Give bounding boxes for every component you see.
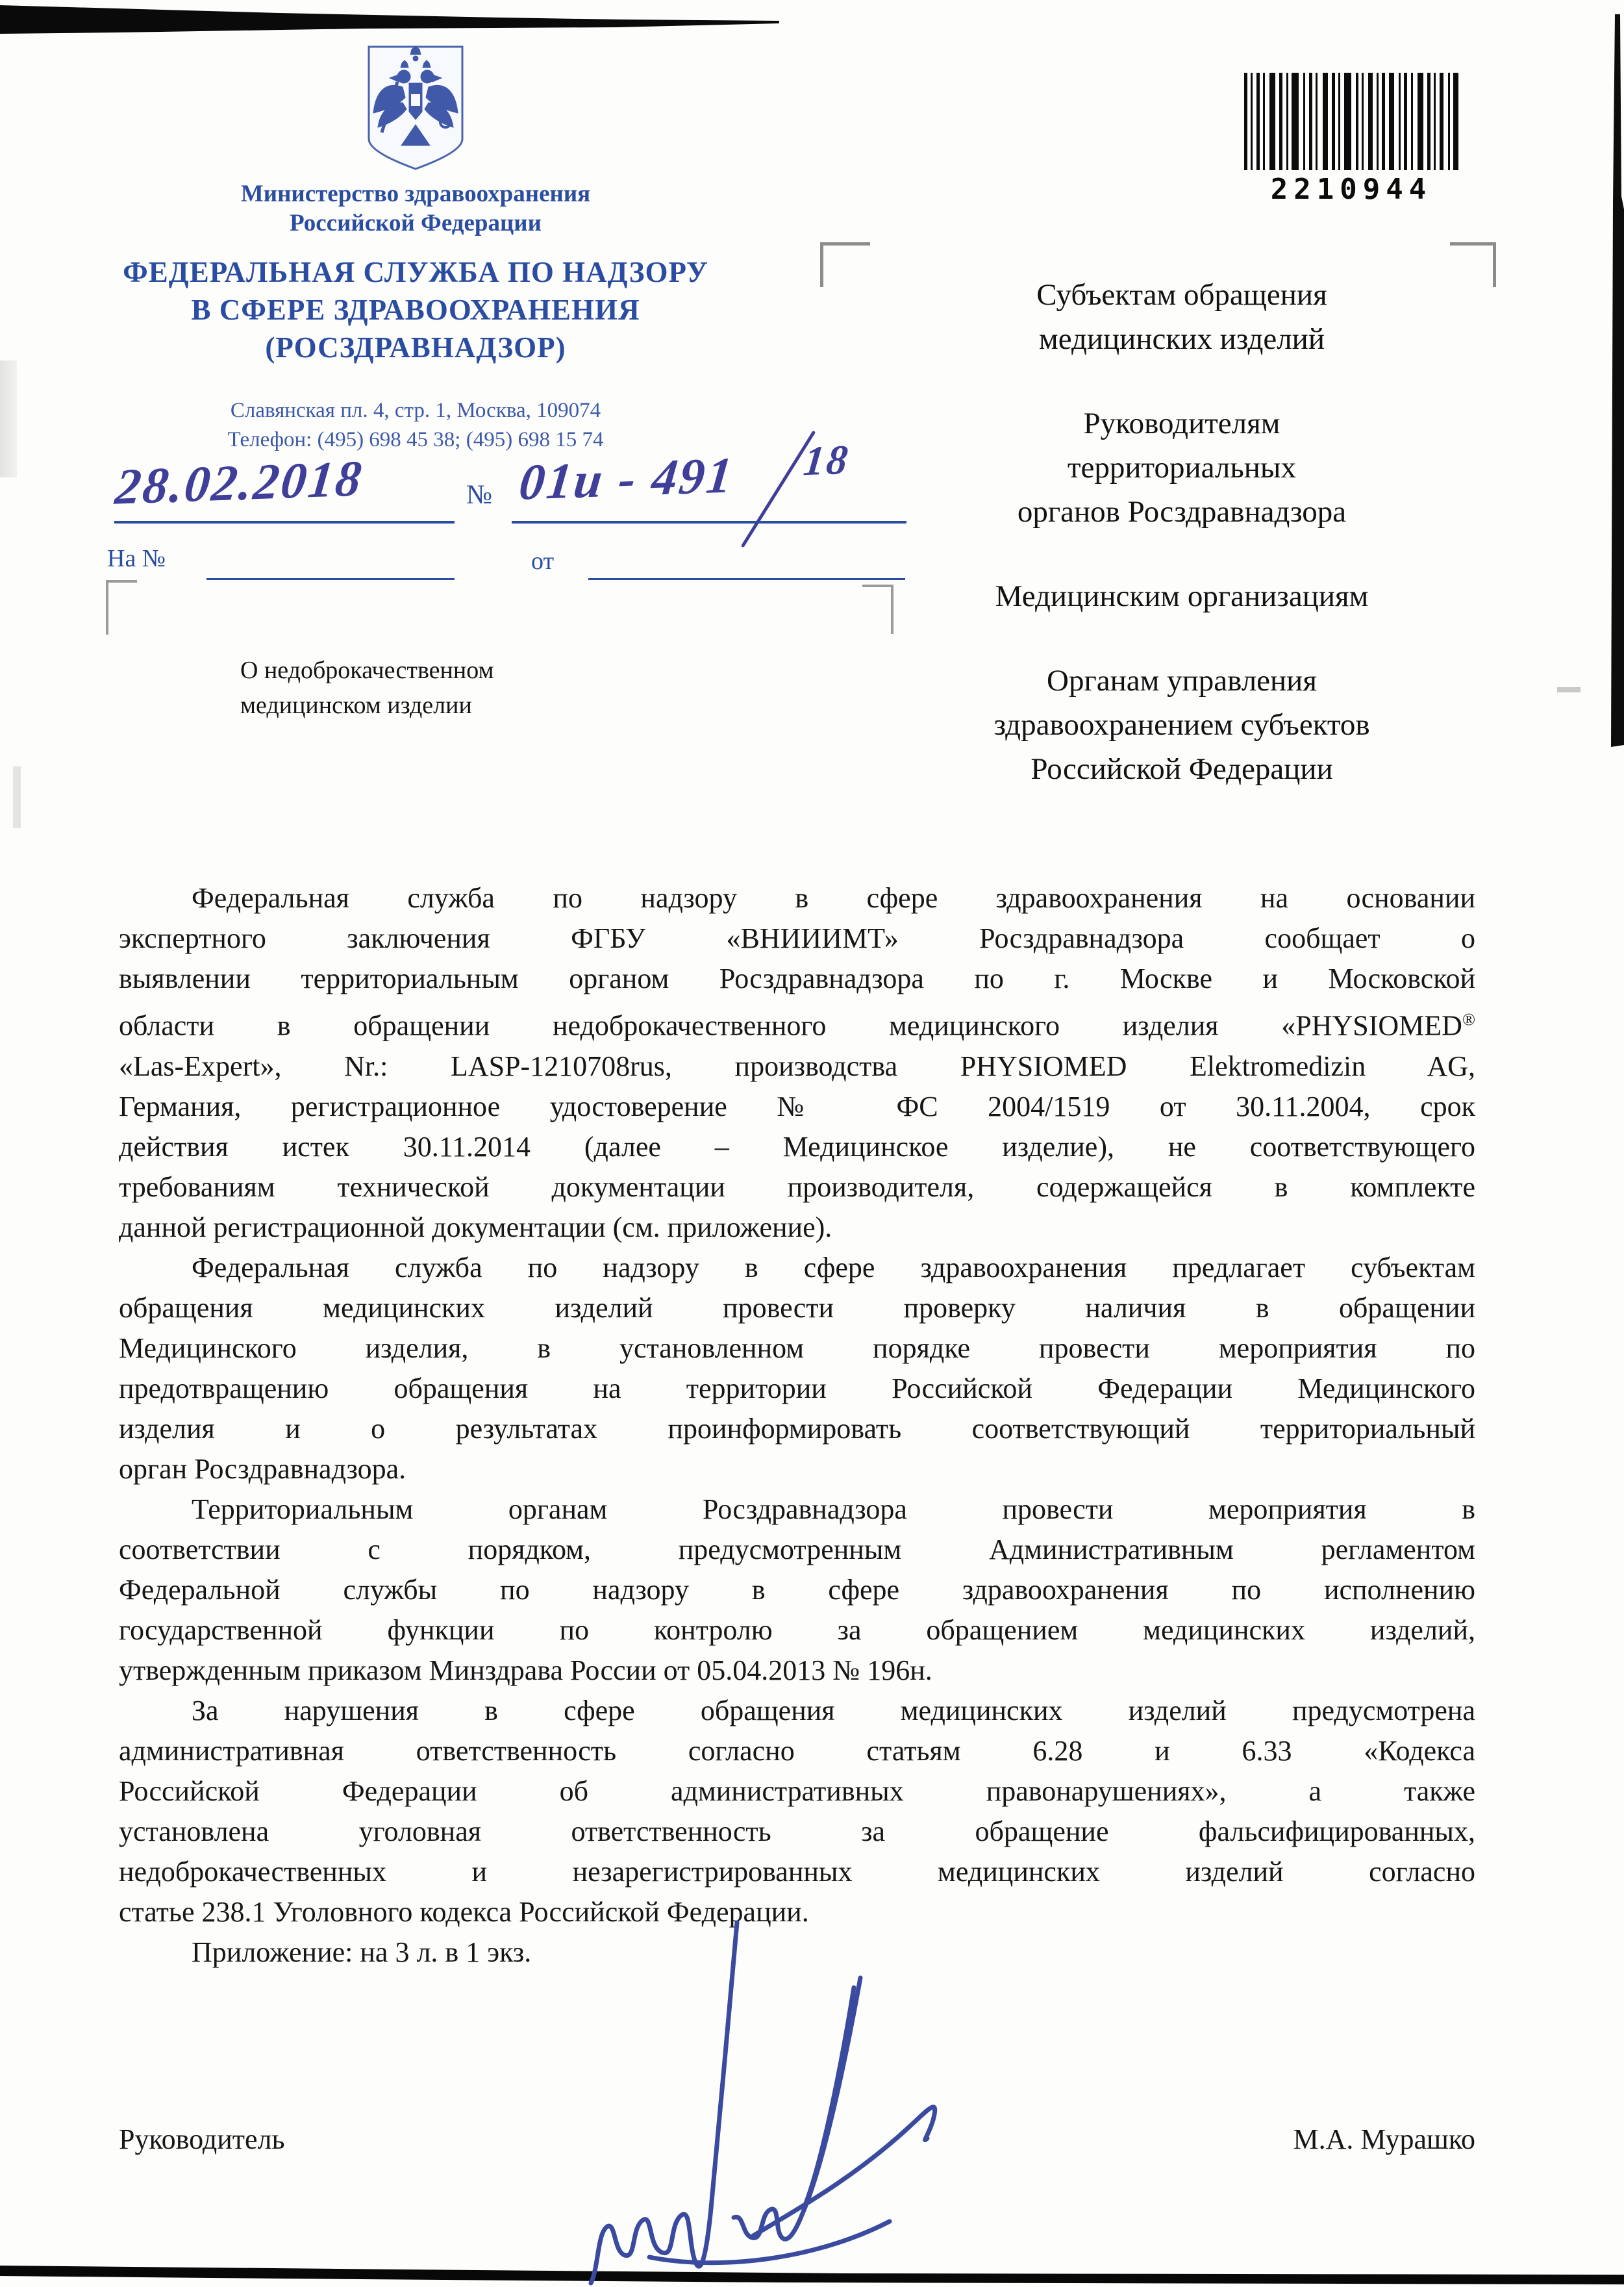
body-line: «Las-Expert», Nr.: LASP-1210708rus, производства PHYSIOMED Elektromedizin AG, (119, 1050, 1475, 1082)
recipient-group (844, 273, 1519, 361)
handwritten-number: 01и - 491 (516, 446, 737, 511)
barcode-bar (1356, 73, 1358, 170)
scan-smudge (1557, 687, 1580, 692)
barcode-bar (1453, 73, 1458, 170)
recipient-line: территориальных (1067, 451, 1297, 485)
barcode-bar (1434, 73, 1436, 170)
body-line: экспертного заключения ФГБУ «ВНИИИМТ» Росздравнадзора сообщает о (119, 922, 1475, 954)
reply-number-blank (206, 578, 455, 580)
barcode-bar (1368, 73, 1373, 170)
date-underline (114, 521, 455, 524)
scan-artifact-top-band (0, 0, 818, 45)
signer-name: М.А. Мурашко (1293, 2123, 1475, 2155)
body-line: недоброкачественных и незарегистрированных медицинских изделий согласно (119, 1855, 1475, 1888)
body-line: административная ответственность согласно статьям 6.28 и 6.33 «Кодекса (119, 1734, 1475, 1767)
scan-smudge (0, 360, 17, 477)
barcode-bar (1303, 73, 1305, 170)
barcode-bar (1292, 73, 1299, 170)
barcode-bar (1279, 73, 1282, 170)
body-line: предотвращению обращения на территории Российской Федерации Медицинского (119, 1372, 1475, 1404)
recipient-line: органов Росздравнадзора (1017, 495, 1347, 529)
barcode-bar (1389, 73, 1394, 170)
postal-address: Славянская пл. 4, стр. 1, Москва, 109074 (230, 399, 601, 422)
body-line: За нарушения в сфере обращения медицинских изделий предусмотрена (192, 1694, 1475, 1726)
signature-autograph (552, 1903, 968, 2286)
body-line: Федеральной службы по надзору в сфере здравоохранения по исполнению (119, 1573, 1475, 1606)
barcode-bar (1316, 73, 1318, 170)
body-line: Германия, регистрационное удостоверение № ФС 2004/1519 от 30.11.2004, срок (119, 1090, 1475, 1122)
barcode-bar (1404, 73, 1407, 170)
handwritten-number-suffix: 18 (801, 436, 852, 485)
subject-block (240, 653, 643, 723)
barcode-bar (1440, 73, 1443, 170)
body-line: Медицинского изделия, в установленном порядке провести мероприятия по (119, 1332, 1475, 1364)
body-line: утвержденным приказом Минздрава России от 05.04.2013 № 196н. (119, 1654, 932, 1686)
body-line: данной регистрационной документации (см. приложение). (119, 1211, 832, 1243)
barcode-bar (1427, 73, 1430, 170)
recipient-line: здравоохранением субъектов (993, 708, 1370, 742)
ministry-line2: Российской Федерации (290, 210, 542, 236)
ministry-name (97, 179, 734, 238)
signer-title: Руководитель (119, 2123, 285, 2155)
barcode-bar (1382, 73, 1385, 170)
barcode-bar (1418, 73, 1423, 170)
recipient-line: Органам управления (1047, 664, 1317, 698)
service-line2: В СФЕРЕ ЗДРАВООХРАНЕНИЯ (191, 294, 640, 326)
service-name (97, 253, 734, 366)
handwritten-date: 28.02.2018 (112, 449, 366, 515)
handwritten-slash (741, 431, 816, 548)
barcode-bar (1251, 73, 1253, 170)
barcode-bar (1399, 73, 1401, 170)
barcode-bar (1244, 73, 1247, 170)
barcode-bars (1244, 73, 1458, 170)
body-line: орган Росздравнадзора. (119, 1452, 406, 1485)
reply-from-label: от (531, 548, 555, 575)
barcode (1244, 73, 1458, 206)
recipient-line: медицинских изделий (1038, 322, 1325, 356)
body-line: требованиям технической документации производителя, содержащейся в комплекте (119, 1170, 1475, 1203)
subject-line1: О недоброкачественном (240, 657, 494, 684)
subject-line2: медицинском изделии (240, 692, 472, 719)
recipient-line: Российской Федерации (1031, 752, 1333, 786)
barcode-bar (1411, 73, 1413, 170)
barcode-bar (1263, 73, 1265, 170)
body-paragraph (119, 1489, 1475, 1691)
body-line: Российской Федерации об административных правонарушениях», а также (119, 1775, 1475, 1807)
barcode-bar (1269, 73, 1275, 170)
recipient-line: Субъектам обращения (1036, 278, 1327, 312)
letter-body (119, 878, 1475, 1973)
barcode-number: 2210944 (1270, 173, 1432, 206)
scan-smudge (13, 766, 21, 828)
barcode-bar (1377, 73, 1379, 170)
phone-numbers: Телефон: (495) 698 45 38; (495) 698 15 74 (227, 428, 604, 451)
service-line3: (РОСЗДРАВНАДЗОР) (265, 331, 566, 364)
barcode-bar (1362, 73, 1364, 170)
reply-to-label: На № (107, 545, 166, 572)
body-line: выявлении территориальным органом Росздравнадзора по г. Москве и Московской (119, 963, 1475, 994)
body-line: обращения медицинских изделий провести проверку наличия в обращении (119, 1291, 1475, 1324)
attachment-note: Приложение: на 3 л. в 1 экз. (192, 1936, 532, 1968)
barcode-bar (1256, 73, 1260, 170)
ministry-line1: Министерство здравоохранения (240, 181, 591, 207)
barcode-bar (1286, 73, 1288, 170)
barcode-bar (1323, 73, 1328, 170)
service-line1: ФЕДЕРАЛЬНАЯ СЛУЖБА ПО НАДЗОРУ (123, 256, 708, 288)
letterhead (97, 43, 734, 455)
body-line: действия истек 30.11.2014 (далее – Медицинское изделие), не соответствующего (119, 1130, 1475, 1163)
body-line: области в обращении недоброкачественного медицинского изделия «PHYSIOMED® (119, 1009, 1475, 1042)
body-paragraph (119, 878, 1475, 1248)
barcode-bar (1344, 73, 1352, 170)
number-sign-label: № (466, 480, 493, 510)
barcode-bar (1338, 73, 1340, 170)
corner-mark-bottom-left (106, 580, 137, 635)
body-line: Федеральная служба по надзору в сфере здравоохранения на основании (192, 882, 1475, 914)
recipient-group (844, 401, 1519, 534)
recipients-block (844, 273, 1519, 831)
body-line: изделия и о результатах проинформировать соответствующий территориальный (119, 1412, 1475, 1445)
scan-artifact-right-band (1605, 14, 1624, 755)
recipient-group (844, 659, 1519, 791)
contact-block (97, 396, 734, 455)
body-line: статье 238.1 Уголовного кодекса Российской Федерации. (119, 1895, 809, 1928)
recipient-line: Руководителям (1083, 407, 1280, 440)
body-paragraphs (119, 878, 1475, 1932)
coat-of-arms-icon (364, 43, 468, 173)
body-line: государственной функции по контролю за обращением медицинских изделий, (119, 1613, 1475, 1646)
body-line: соответствии с порядком, предусмотренным Административным регламентом (119, 1533, 1475, 1565)
recipient-line: Медицинским организациям (995, 579, 1369, 613)
body-line: Территориальным органам Росздравнадзора провести мероприятия в (192, 1493, 1475, 1525)
barcode-bar (1332, 73, 1335, 170)
body-paragraph (119, 1691, 1475, 1932)
body-line: Федеральная служба по надзору в сфере здравоохранения предлагает субъектам (192, 1251, 1475, 1283)
barcode-bar (1448, 73, 1450, 170)
recipient-group (844, 574, 1519, 618)
body-line: установлена уголовная ответственность за обращение фальсифицированных, (119, 1815, 1475, 1847)
barcode-bar (1309, 73, 1312, 170)
body-paragraph (119, 1248, 1475, 1489)
